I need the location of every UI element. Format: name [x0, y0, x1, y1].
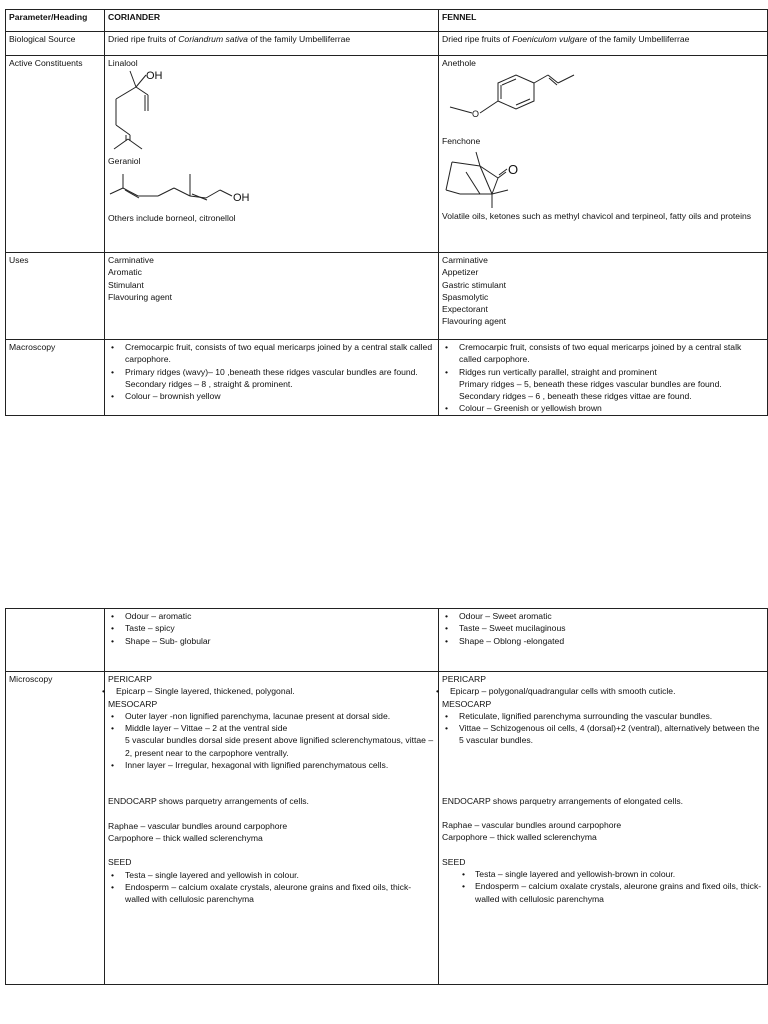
header-fennel: FENNEL	[439, 10, 768, 32]
fennel-microscopy	[439, 672, 768, 985]
list-item: • Vittae – Schizogenous oil cells, 4 (dorsal)+2 (ventral), alternatively between the 5 vascular bundles.	[442, 722, 764, 747]
comparison-table-page-2	[5, 608, 768, 985]
list-item: • Odour – Sweet aromatic	[442, 610, 764, 622]
text: Secondary ridges – 8 , straight & prominent.	[125, 378, 293, 389]
use-item: Carminative	[108, 255, 154, 265]
geraniol-structure-diagram	[108, 168, 258, 208]
list-item: • Odour – aromatic	[108, 610, 435, 622]
list-item: • Colour – brownish yellow	[108, 390, 435, 402]
text: of the family Umbelliferrae	[587, 34, 690, 44]
text: Dried ripe fruits of	[108, 34, 179, 44]
coriander-macroscopy	[105, 340, 439, 416]
list-item: • Epicarp – polygonal/quadrangular cells with smooth cuticle.	[433, 685, 764, 697]
header-coriander: CORIANDER	[105, 10, 439, 32]
text: Ridges run vertically parallel, straight and prominent	[459, 366, 657, 377]
text: Middle layer – Vittae – 2 at the ventral side	[125, 723, 288, 734]
list-item	[442, 366, 764, 403]
list-item: • Testa – single layered and yellowish-brown in colour.	[442, 868, 764, 880]
comparison-table-page-1	[5, 9, 768, 416]
text: Dried ripe fruits of	[442, 34, 513, 44]
list-item: • Cremocarpic fruit, consists of two equal mericarps joined by a central stalk called carpophore.	[442, 341, 764, 366]
fennel-active-constituents	[439, 56, 768, 253]
text: of the family Umbelliferrae	[247, 34, 351, 44]
label-active-constituents: Active Constituents	[6, 56, 105, 253]
use-item: Gastric stimulant	[442, 279, 506, 290]
header-row	[6, 10, 768, 32]
anethole-oxygen-label: O	[472, 109, 480, 120]
use-item: Flavouring agent	[442, 316, 507, 327]
list-item: • Taste – Sweet mucilaginous	[442, 622, 764, 634]
raphae-text: Raphae – vascular bundles around carpophore	[108, 820, 288, 831]
use-item: Stimulant	[108, 279, 144, 290]
label-empty	[6, 609, 105, 672]
endocarp-text: ENDOCARP shows parquetry arrangements of elongated cells.	[442, 795, 684, 806]
list-item: • Inner layer – Irregular, hexagonal with lignified parenchymatous cells.	[108, 759, 435, 771]
fennel-macroscopy-continued	[439, 609, 768, 672]
coriander-other-constituents: Others include borneol, citronellol	[108, 212, 236, 223]
fenchone-label: Fenchone	[442, 136, 481, 147]
list-item: • Shape – Oblong -elongated	[442, 635, 764, 647]
use-item: Flavouring agent	[108, 291, 173, 302]
label-uses: Uses	[6, 253, 105, 340]
bullet-list	[108, 610, 435, 647]
use-item: Carminative	[442, 255, 488, 265]
species-name: Foeniculom vulgare	[512, 34, 588, 44]
section-heading: SEED	[108, 857, 132, 868]
section-heading: PERICARP	[108, 674, 152, 684]
carpophore-text: Carpophore – thick walled sclerenchyma	[442, 832, 597, 843]
coriander-biological-source	[105, 32, 439, 56]
bullet-list	[99, 685, 435, 697]
list-item: • Epicarp – Single layered, thickened, polygonal.	[99, 685, 435, 697]
list-item: • Endosperm – calcium oxalate crystals, aleurone grains and fixed oils, thick- walled with cellulosic parenchyma	[108, 881, 435, 906]
bullet-list	[108, 710, 435, 771]
anethole-label: Anethole	[442, 58, 476, 68]
list-item: • Taste – spicy	[108, 622, 435, 634]
label-macroscopy: Macroscopy	[6, 340, 105, 416]
coriander-uses	[105, 253, 439, 340]
text: Secondary ridges – 6 , beneath these ridges vittae are found.	[459, 391, 692, 402]
coriander-macroscopy-continued	[105, 609, 439, 672]
bullet-list	[442, 710, 764, 747]
list-item	[108, 366, 435, 391]
row-macroscopy	[6, 340, 768, 416]
fennel-uses	[439, 253, 768, 340]
list-item: • Outer layer -non lignified parenchyma, lacunae present at dorsal side.	[108, 710, 435, 722]
use-item: Appetizer	[442, 267, 479, 278]
geraniol-oh-label: OH	[233, 191, 250, 204]
fennel-biological-source	[439, 32, 768, 56]
linalool-label: Linalool	[108, 58, 138, 68]
section-heading: PERICARP	[442, 674, 486, 684]
use-item: Aromatic	[108, 267, 142, 278]
section-heading: MESOCARP	[442, 698, 492, 709]
coriander-active-constituents	[105, 56, 439, 253]
linalool-oh-label: OH	[146, 70, 163, 83]
fenchone-structure-diagram	[442, 148, 552, 210]
bullet-list	[108, 869, 435, 906]
label-biological-source: Biological Source	[6, 32, 105, 56]
row-uses	[6, 253, 768, 340]
coriander-microscopy	[105, 672, 439, 985]
list-item: • Colour – Greenish or yellowish brown	[442, 402, 764, 414]
bullet-list	[108, 341, 435, 402]
fennel-other-constituents: Volatile oils, ketones such as methyl chavicol and terpineol, fatty oils and proteins	[442, 210, 752, 221]
list-item: • Cremocarpic fruit, consists of two equal mericarps joined by a central stalk called carpophore.	[108, 341, 435, 366]
raphae-text: Raphae – vascular bundles around carpophore	[442, 820, 622, 831]
bullet-list	[442, 341, 764, 415]
row-microscopy	[6, 672, 768, 985]
list-item: • Testa – single layered and yellowish in colour.	[108, 869, 435, 881]
section-heading: MESOCARP	[108, 698, 158, 709]
bullet-list	[442, 610, 764, 647]
endocarp-text: ENDOCARP shows parquetry arrangements of cells.	[108, 796, 309, 807]
linalool-structure-diagram	[108, 69, 188, 155]
fenchone-oxygen-label: O	[508, 161, 519, 177]
carpophore-text: Carpophore – thick walled sclerenchyma	[108, 832, 263, 843]
use-item: Spasmolytic	[442, 291, 489, 302]
geraniol-label: Geraniol	[108, 156, 141, 167]
fennel-macroscopy	[439, 340, 768, 416]
text: Primary ridges (wavy)– 10 ,beneath these ridges vascular bundles are found.	[125, 366, 418, 377]
anethole-structure-diagram	[442, 69, 582, 131]
list-item: • Reticulate, lignified parenchyma surrounding the vascular bundles.	[442, 710, 764, 722]
list-item	[108, 722, 435, 759]
row-biological-source	[6, 32, 768, 56]
row-active-constituents	[6, 56, 768, 253]
use-item: Expectorant	[442, 304, 488, 315]
bullet-list	[433, 685, 764, 697]
text: 5 vascular bundles dorsal side present above lignified sclerenchymatous, vittae – 2, present near to the carpophore ventrally.	[125, 735, 434, 758]
section-heading: SEED	[442, 856, 466, 867]
header-parameter: Parameter/Heading	[6, 10, 105, 32]
text: Primary ridges – 5, beneath these ridges vascular bundles are found.	[459, 378, 722, 389]
species-name: Coriandrum sativa	[178, 34, 248, 44]
list-item: • Shape – Sub- globular	[108, 635, 435, 647]
row-macroscopy-continued	[6, 609, 768, 672]
label-microscopy: Microscopy	[6, 672, 105, 985]
list-item: • Endosperm – calcium oxalate crystals, aleurone grains and fixed oils, thick- walled with cellulosic parenchyma	[442, 880, 764, 905]
bullet-list	[442, 868, 764, 905]
